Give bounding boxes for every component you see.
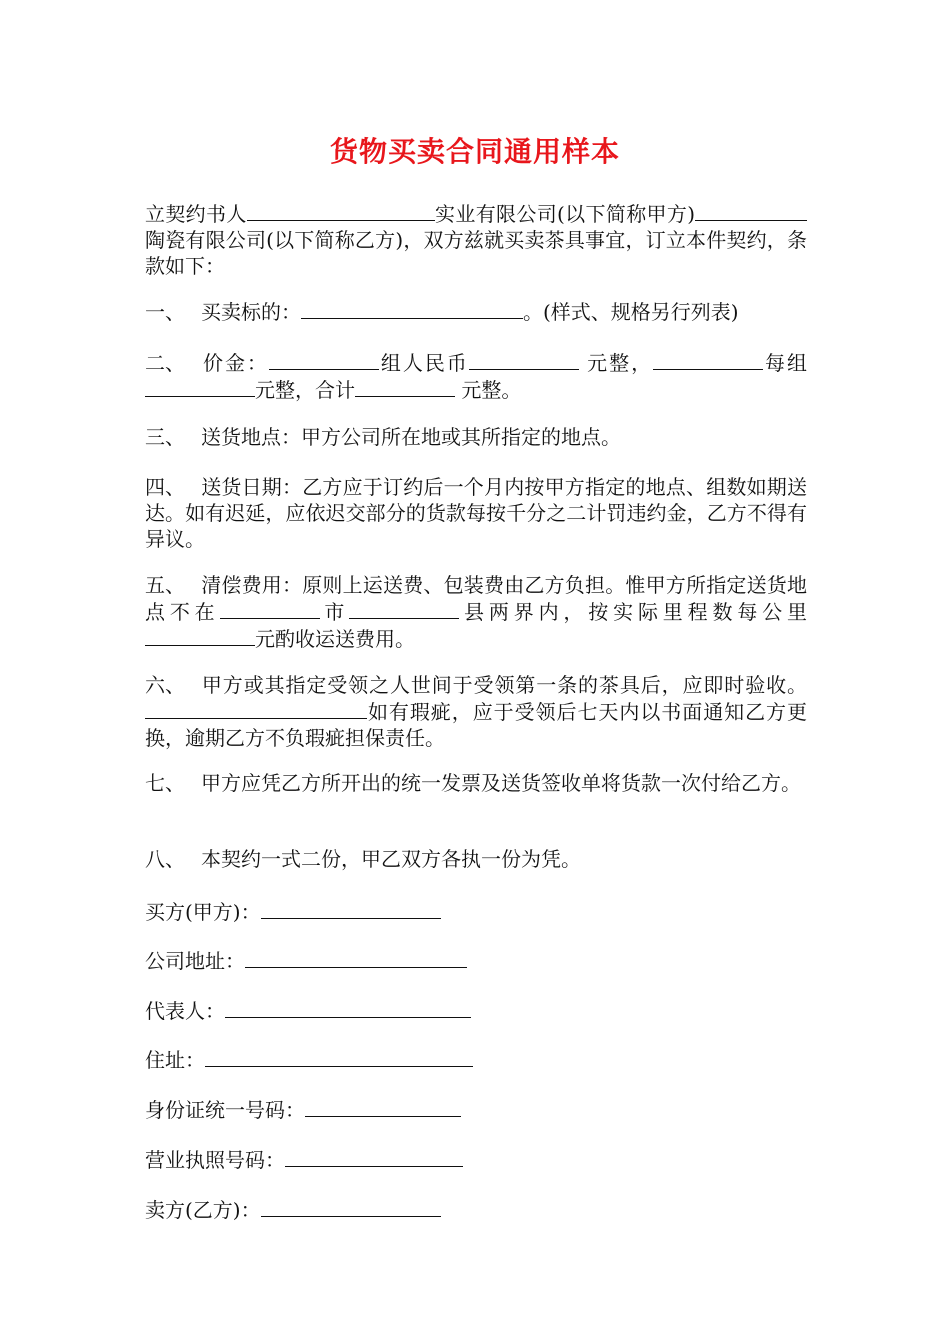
- clause-1: [145, 298, 807, 325]
- clause-text: 甲方应凭乙方所开出的统一发票及送货签收单将货款一次付给乙方。: [201, 771, 801, 795]
- field-label: 代表人：: [145, 999, 225, 1023]
- clause-text: 元整。: [461, 378, 522, 402]
- blank-field: [349, 598, 459, 619]
- clause-4: [145, 474, 807, 552]
- clause-number: 五、: [145, 573, 185, 597]
- clause-text: 甲方或其指定受领之人世间于受领第一条的茶具后，应即时验收。: [201, 673, 807, 697]
- blank-field: [305, 1096, 461, 1117]
- clause-text: 每组: [763, 351, 808, 375]
- buyer-field: [145, 898, 441, 925]
- blank-field: [145, 625, 255, 646]
- blank-field: [285, 1146, 463, 1167]
- seller-field: [145, 1196, 441, 1223]
- clause-2: [145, 349, 807, 403]
- field-label: 公司地址：: [145, 949, 245, 973]
- clause-3: [145, 424, 807, 450]
- clause-number: 七、: [145, 771, 185, 795]
- blank-field: [695, 200, 767, 221]
- field-label: 买方(甲方)：: [145, 900, 261, 924]
- clause-text: 。(样式、规格另行列表): [523, 300, 739, 324]
- clause-text: 元整，合计: [255, 378, 355, 402]
- clause-5: [145, 572, 807, 652]
- blank-field: [205, 1046, 473, 1067]
- representative-field: [145, 997, 471, 1024]
- blank-field: [301, 298, 523, 319]
- blank-field: [653, 349, 763, 370]
- field-label: 身份证统一号码：: [145, 1098, 305, 1122]
- blank-field: [269, 349, 379, 370]
- clause-text: 如有瑕疵，应于受领后七天内以书面通知乙方更换，逾期乙方不负瑕疵担保责任。: [145, 700, 807, 750]
- clause-text: 价金：: [201, 351, 269, 375]
- blank-field: [261, 1196, 441, 1217]
- clause-number: 八、: [145, 847, 185, 871]
- clause-text: 元酌收运送费用。: [255, 627, 415, 651]
- id-number-field: [145, 1096, 461, 1123]
- blank-field: [355, 376, 455, 397]
- blank-field: [220, 598, 320, 619]
- clause-7: [145, 770, 807, 796]
- intro-text-3: 陶瓷有限公司(以下简称乙方)，双方兹就买卖茶具事宜，订立本件契约，条款如下：: [145, 228, 807, 278]
- blank-field: [247, 200, 435, 221]
- blank-field: [469, 349, 579, 370]
- intro-text-2: 实业有限公司(以下简称甲方): [434, 202, 696, 226]
- clause-number: 二、: [145, 351, 185, 375]
- field-label: 营业执照号码：: [145, 1148, 285, 1172]
- business-license-field: [145, 1146, 463, 1173]
- clause-text: 组人民币: [378, 351, 469, 375]
- blank-field: [225, 997, 471, 1018]
- blank-field: [767, 200, 807, 221]
- clause-text: 送货地点：甲方公司所在地或其所指定的地点。: [201, 425, 621, 449]
- intro-paragraph: [145, 200, 807, 279]
- field-label: 住址：: [145, 1048, 205, 1072]
- blank-field: [145, 376, 255, 397]
- blank-field: [245, 947, 467, 968]
- clause-6: [145, 672, 807, 751]
- clause-text: 县两界内，按实际里程数每公里: [459, 600, 808, 624]
- residence-field: [145, 1046, 473, 1073]
- blank-field: [261, 898, 441, 919]
- clause-number: 三、: [145, 425, 185, 449]
- clause-number: 四、: [145, 475, 185, 499]
- clause-text: 送货日期：乙方应于订约后一个月内按甲方指定的地点、组数如期送达。如有迟延，应依迟交部分的货款每按千分之二计罚违约金，乙方不得有异议。: [145, 475, 807, 551]
- clause-text: 清偿费用：原则上运送费、包装费由乙方负担。惟甲方所指定送货地点不在: [145, 573, 807, 624]
- document-title: 货物买卖合同通用样本: [329, 135, 620, 168]
- clause-text: 本契约一式二份，甲乙双方各执一份为凭。: [201, 847, 581, 871]
- clause-text: 市: [319, 600, 350, 624]
- clause-8: [145, 846, 807, 872]
- field-label: 卖方(乙方)：: [145, 1198, 261, 1222]
- clause-text: 买卖标的：: [201, 300, 301, 324]
- clause-text: 元整，: [587, 351, 654, 375]
- company-address-field: [145, 947, 467, 974]
- intro-text-1: 立契约书人: [145, 202, 247, 226]
- clause-number: 一、: [145, 300, 185, 324]
- clause-number: 六、: [145, 673, 185, 697]
- blank-field: [145, 698, 367, 719]
